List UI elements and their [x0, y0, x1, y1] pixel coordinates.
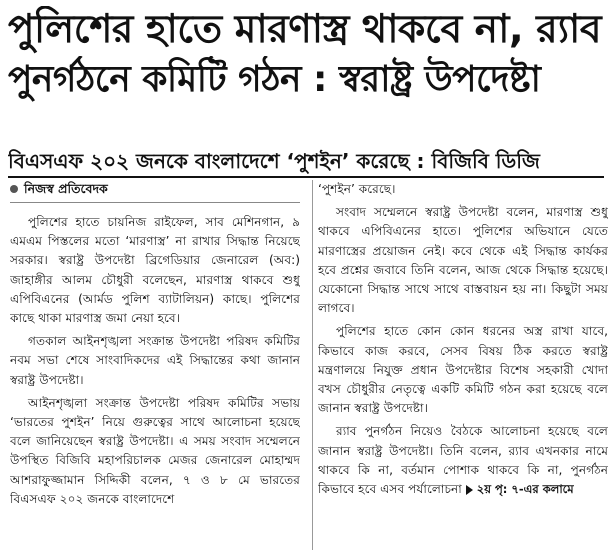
continuation-text: ২য় পৃ: ৭-এর কলামে	[476, 482, 574, 497]
paragraph: ‘পুশইন’ করেছে।	[318, 182, 396, 196]
article-column-left	[10, 180, 300, 550]
headline-line-1: পুলিশের হাতে মারণাস্ত্র থাকবে না, র‍্যাব	[8, 7, 602, 52]
byline-text: নিজস্ব প্রতিবেদক	[24, 181, 108, 197]
paragraph: পুলিশের হাতে কোন কোন ধরনের অস্ত্র রাখা যাবে, কিভাবে কাজ করবে, সেসব বিষয় ঠিক করতে স্বরাষ্ট্র মন্ত্রণালয়ে নিযুক্ত প্রধান উপদেষ্টার বিশেষ সহকারী খোদা বখস চৌধুরীর নেতৃত্বে একটি কমিটি গঠন করা হয়েছে বলে জানান স্বরাষ্ট্র উপদেষ্টা।	[318, 324, 608, 416]
paragraph: সংবাদ সম্মেলনে স্বরাষ্ট্র উপদেষ্টা বলেন, মারণাস্ত্র শুধু থাকবে এপিবিএনের হাতে। পুলিশের অভিযানে যেতে মারণাস্ত্রের প্রয়োজন নেই। কবে থেকে এই সিদ্ধান্ত কার্যকর হবে প্রশ্নের জবাবে তিনি বলেন, আজ থেকে সিদ্ধান্ত হয়েছে। যেকোনো সিদ্ধান্ত সাথে সাথে বাস্তবায়ন হয় না। কিছুটা সময় লাগবে।	[318, 205, 608, 316]
byline	[10, 180, 300, 198]
bullet-icon	[10, 185, 18, 193]
paragraph: গতকাল আইনশৃঙ্খলা সংক্রান্ত উপদেষ্টা পরিষদ কমিটির নবম সভা শেষে সাংবাদিকদের এই সিদ্ধান্তের কথা জানান স্বরাষ্ট্র উপদেষ্টা।	[10, 334, 300, 387]
paragraph	[318, 422, 608, 499]
paragraph: আইনশৃঙ্খলা সংক্রান্ত উপদেষ্টা পরিষদ কমিটির সভায় ‘ভারতের পুশইন’ নিয়ে গুরুত্বের সাথে আলোচনা হয়েছে বলে জানিয়েছেন স্বরাষ্ট্র উপদেষ্টা। এ সময় সংবাদ সম্মেলনে উপস্থিত বিজিবি মহাপরিচালক মেজর জেনারেল মোহাম্মদ আশরাফুজ্জামান সিদ্দিকী বলেন, ৭ ও ৮ মে ভারতের বিএসএফ ২০২ জনকে বাংলাদেশে	[10, 395, 300, 506]
column-divider	[312, 180, 313, 550]
headline-line-2: পুনর্গঠনে কমিটি গঠন : স্বরাষ্ট্র উপদেষ্টা	[8, 59, 541, 100]
header-rule	[8, 176, 604, 178]
arrow-right-icon	[466, 485, 473, 495]
paragraph: পুলিশের হাতে চায়নিজ রাইফেল, সাব মেশিনগান, ৯ এমএম পিস্তলের মতো ‘মারণাস্ত্র’ না রাখার সিদ্ধান্ত নিয়েছে সরকার। স্বরাষ্ট্র উপদেষ্টা ব্রিগেডিয়ার জেনারেল (অব:) জাহাঙ্গীর আলম চৌধুরী বলেছেন, মারণাস্ত্র থাকবে শুধু এপিবিএনের (আর্মড পুলিশ ব্যাটালিয়ন) কাছে। পুলিশের কাছে থাকা মারণাস্ত্র জমা নেয়া হবে।	[10, 215, 300, 326]
continuation-note[interactable]	[466, 482, 574, 496]
subheadline: বিএসএফ ২০২ জনকে বাংলাদেশে ‘পুশইন’ করেছে : বিজিবি ডিজি	[8, 149, 540, 173]
article-column-right	[318, 180, 608, 550]
byline-rule	[10, 202, 300, 203]
paragraph-text: র‍্যাব পুনর্গঠন নিয়েও বৈঠকে আলোচনা হয়েছে বলে জানান স্বরাষ্ট্র উপদেষ্টা। তিনি বলেন, র‍্যাব এখনকার নামে থাকবে কি না, বর্তমান পোশাক থাকবে কি না, পুনর্গঠন কিভাবে হবে এসব পর্যালোচনা	[318, 424, 608, 497]
